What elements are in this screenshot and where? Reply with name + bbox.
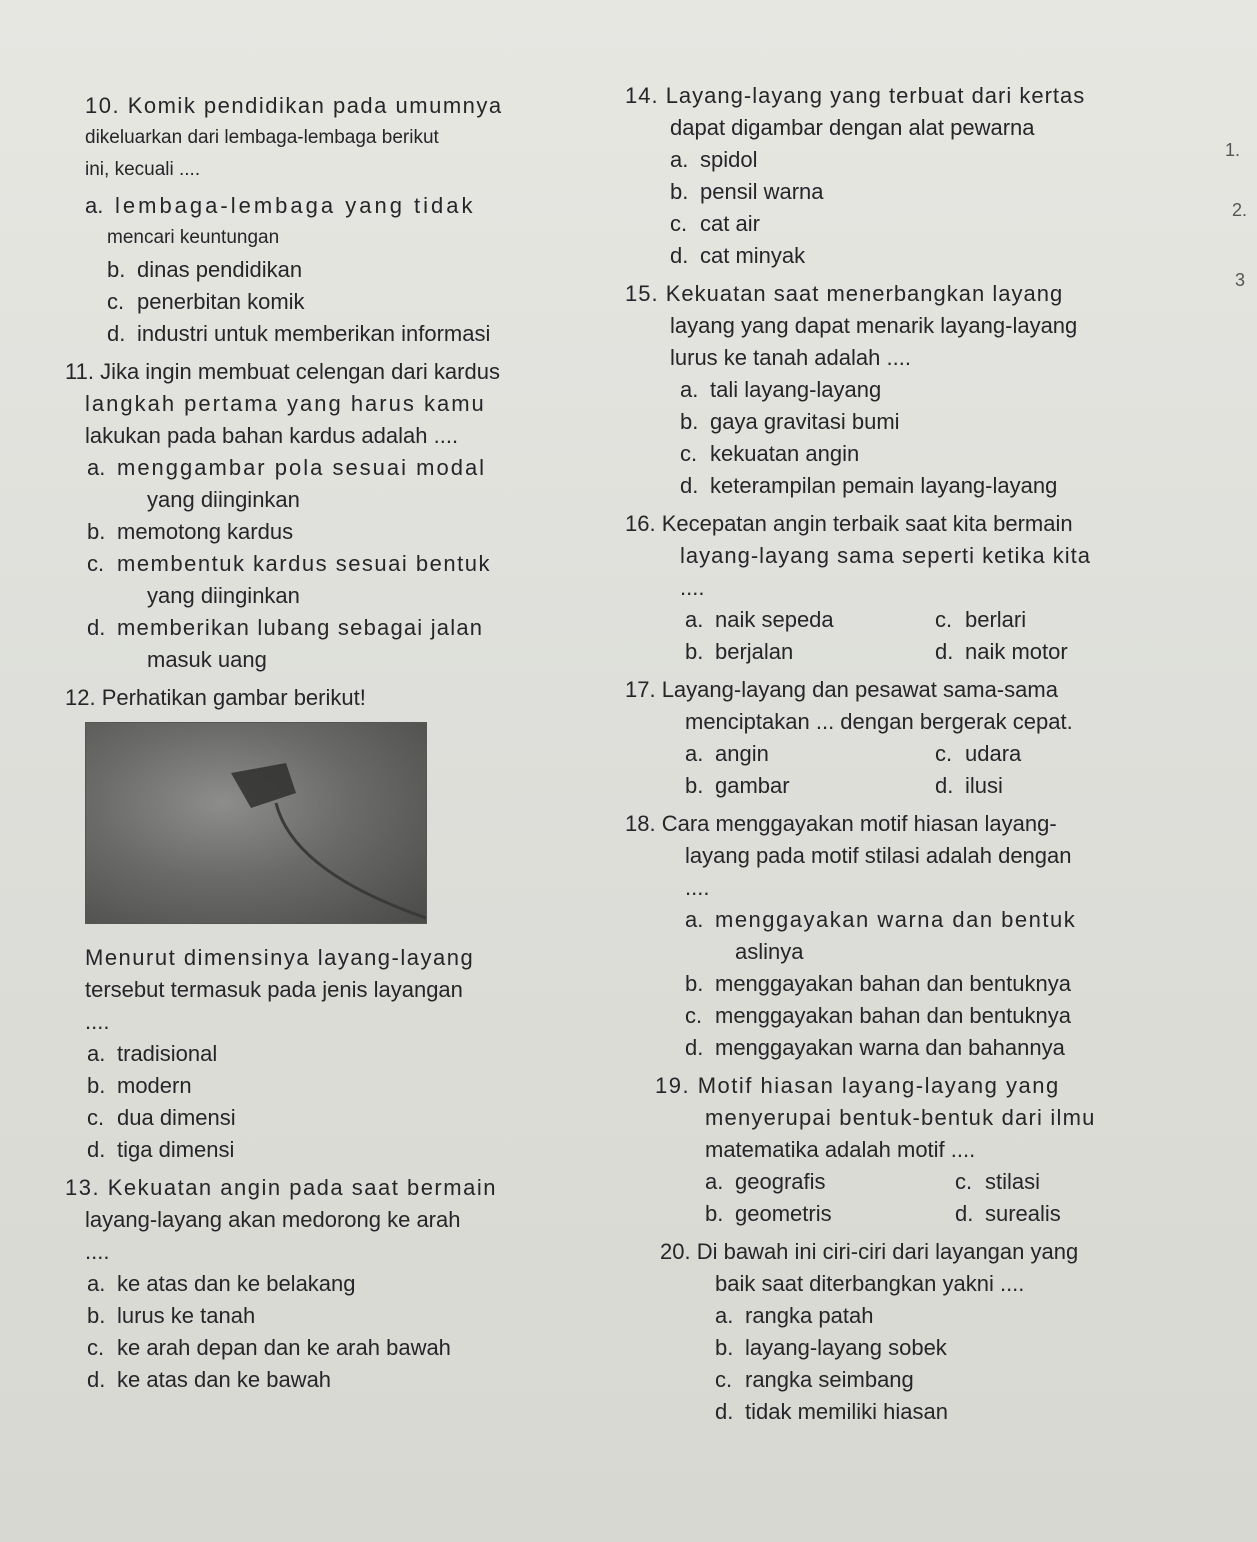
q10-stem-3: ini, kecuali ....	[85, 159, 201, 180]
q19-stem-1: 19. Motif hiasan layang-layang yang	[655, 1073, 1060, 1098]
q10-option-d: d. industri untuk memberikan informasi	[107, 321, 491, 346]
q20-stem-1: 20. Di bawah ini ciri-ciri dari layangan yang	[660, 1239, 1079, 1264]
q20-stem-2: baik saat diterbangkan yakni ....	[715, 1271, 1025, 1296]
kite-illustration	[86, 723, 426, 923]
q15-stem-2: layang yang dapat menarik layang-layang	[670, 313, 1078, 338]
right-column	[625, 40, 1248, 1434]
q18-option-a: a. menggayakan warna dan bentuk	[685, 907, 1077, 932]
q16-options	[625, 604, 1245, 668]
q12-option-b: b. modern	[87, 1073, 192, 1098]
left-column	[65, 90, 630, 1402]
q14-stem-2: dapat digambar dengan alat pewarna	[670, 115, 1035, 140]
question-10	[85, 90, 630, 350]
margin-mark-2: 2.	[1232, 200, 1248, 220]
question-20	[625, 1236, 1245, 1428]
q13-option-d: d. ke atas dan ke bawah	[87, 1367, 332, 1392]
q10-stem-2: dikeluarkan dari lembaga-lembaga berikut	[85, 127, 439, 148]
q17-options	[625, 738, 1245, 802]
q12-option-a: a. tradisional	[87, 1041, 218, 1066]
question-15	[625, 278, 1245, 502]
q16-option-a: a. naik sepeda	[685, 607, 834, 632]
q20-option-c: c. rangka seimbang	[715, 1367, 914, 1392]
q15-option-a: a. tali layang-layang	[680, 377, 882, 402]
q15-option-b: b. gaya gravitasi bumi	[680, 409, 900, 434]
q11-stem-3: lakukan pada bahan kardus adalah ....	[85, 423, 459, 448]
q10-option-a: a. lembaga-lembaga yang tidak	[85, 193, 476, 218]
q16-stem-2: layang-layang sama seperti ketika kita	[680, 543, 1091, 568]
q13-option-c: c. ke arah depan dan ke arah bawah	[87, 1335, 451, 1360]
q11-stem-2: langkah pertama yang harus kamu	[85, 391, 486, 416]
margin-mark-1: 1.	[1225, 140, 1241, 160]
q18-stem-2: layang pada motif stilasi adalah dengan	[685, 843, 1072, 868]
q19-stem-3: matematika adalah motif ....	[705, 1137, 976, 1162]
q17-stem-1: 17. Layang-layang dan pesawat sama-sama	[625, 677, 1058, 702]
q12-after-2: tersebut termasuk pada jenis layangan	[85, 977, 463, 1002]
q15-stem-3: lurus ke tanah adalah ....	[670, 345, 911, 370]
q13-stem-2: layang-layang akan medorong ke arah	[85, 1207, 461, 1232]
q19-option-a: a. geografis	[705, 1169, 826, 1194]
q17-option-d: d. ilusi	[935, 773, 1003, 798]
q14-option-d: d. cat minyak	[670, 243, 806, 268]
q11-stem-1: 11. Jika ingin membuat celengan dari kardus	[65, 359, 500, 384]
q13-stem-3: ....	[85, 1239, 110, 1264]
q17-option-b: b. gambar	[685, 773, 790, 798]
q18-option-b: b. menggayakan bahan dan bentuknya	[685, 971, 1071, 996]
q16-option-d: d. naik motor	[935, 639, 1068, 664]
q15-stem-1: 15. Kekuatan saat menerbangkan layang	[625, 281, 1064, 306]
q17-option-c: c. udara	[935, 741, 1022, 766]
q13-option-b: b. lurus ke tanah	[87, 1303, 256, 1328]
q13-option-a: a. ke atas dan ke belakang	[87, 1271, 356, 1296]
q12-option-c: c. dua dimensi	[87, 1105, 236, 1130]
q10-option-b: b. dinas pendidikan	[107, 257, 303, 282]
q12-after-1: Menurut dimensinya layang-layang	[85, 945, 475, 970]
question-13	[65, 1172, 630, 1396]
q15-option-c: c. kekuatan angin	[680, 441, 860, 466]
q18-stem-1: 18. Cara menggayakan motif hiasan layang-	[625, 811, 1057, 836]
q20-option-d: d. tidak memiliki hiasan	[715, 1399, 948, 1424]
q10-option-c: c. penerbitan komik	[107, 289, 305, 314]
q17-option-a: a. angin	[685, 741, 769, 766]
q16-stem-3: ....	[680, 575, 705, 600]
q11-option-c: c. membentuk kardus sesuai bentuk	[87, 551, 491, 576]
q10-option-a-cont: mencari keuntungan	[107, 227, 280, 248]
q11-option-b: b. memotong kardus	[87, 519, 294, 544]
q16-stem-1: 16. Kecepatan angin terbaik saat kita bermain	[625, 511, 1073, 536]
question-14	[625, 80, 1248, 272]
q15-option-d: d. keterampilan pemain layang-layang	[680, 473, 1058, 498]
q18-option-a-cont: aslinya	[735, 939, 804, 964]
q16-option-b: b. berjalan	[685, 639, 794, 664]
q18-option-d: d. menggayakan warna dan bahannya	[685, 1035, 1065, 1060]
q14-option-c: c. cat air	[670, 211, 760, 236]
q20-option-b: b. layang-layang sobek	[715, 1335, 947, 1360]
question-16	[625, 508, 1245, 668]
q10-stem-1: 10. Komik pendidikan pada umumnya	[85, 93, 503, 118]
q17-stem-2: menciptakan ... dengan bergerak cepat.	[685, 709, 1073, 734]
q12-stem: 12. Perhatikan gambar berikut!	[65, 685, 366, 710]
q14-option-b: b. pensil warna	[670, 179, 824, 204]
q19-option-c: c. stilasi	[955, 1169, 1041, 1194]
margin-mark-3: 3	[1235, 270, 1246, 290]
q18-stem-3: ....	[685, 875, 710, 900]
q14-stem-1: 14. Layang-layang yang terbuat dari kertas	[625, 83, 1086, 108]
question-18	[625, 808, 1245, 1064]
question-12	[65, 682, 630, 1166]
kite-tail	[276, 803, 426, 918]
q11-option-a: a. menggambar pola sesuai modal	[87, 455, 487, 480]
question-11	[65, 356, 630, 676]
q11-option-c-cont: yang diinginkan	[147, 583, 300, 608]
q18-option-c: c. menggayakan bahan dan bentuknya	[685, 1003, 1071, 1028]
q19-options	[625, 1166, 1245, 1230]
q20-option-a: a. rangka patah	[715, 1303, 874, 1328]
q11-option-a-cont: yang diinginkan	[147, 487, 300, 512]
question-19	[625, 1070, 1245, 1230]
kite-photo	[85, 722, 427, 924]
question-17	[625, 674, 1245, 802]
q19-stem-2: menyerupai bentuk-bentuk dari ilmu	[705, 1105, 1096, 1130]
q19-option-b: b. geometris	[705, 1201, 832, 1226]
q11-option-d: d. memberikan lubang sebagai jalan	[87, 615, 484, 640]
kite-shape	[231, 763, 296, 808]
q14-option-a: a. spidol	[670, 147, 758, 172]
q11-option-d-cont: masuk uang	[147, 647, 267, 672]
q12-option-d: d. tiga dimensi	[87, 1137, 235, 1162]
q16-option-c: c. berlari	[935, 607, 1027, 632]
q12-after-3: ....	[85, 1009, 110, 1034]
q19-option-d: d. surealis	[955, 1201, 1061, 1226]
q13-stem-1: 13. Kekuatan angin pada saat bermain	[65, 1175, 497, 1200]
